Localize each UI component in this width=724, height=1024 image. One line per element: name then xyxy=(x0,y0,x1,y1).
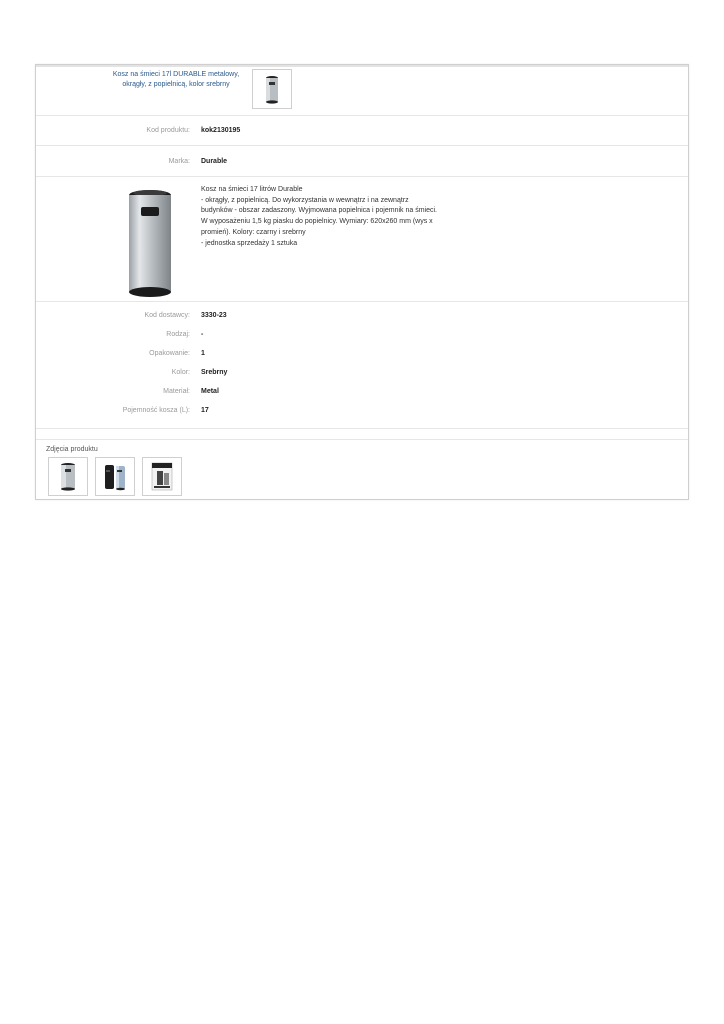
kolor-label: Kolor: xyxy=(171,369,190,376)
packaging-image xyxy=(143,458,181,495)
product-card xyxy=(35,64,689,500)
bin-image xyxy=(253,70,291,108)
separator xyxy=(36,428,688,429)
gallery-thumbnail-3[interactable] xyxy=(142,457,182,496)
marka-label: Marka: xyxy=(168,158,190,165)
gallery-thumbnail-1[interactable] xyxy=(48,457,88,496)
header-thumbnail[interactable] xyxy=(252,69,292,109)
bin-image xyxy=(120,183,180,301)
kod-produktu-value: kok2130195 xyxy=(201,127,241,134)
separator xyxy=(36,115,688,116)
bin-image xyxy=(49,458,87,495)
material-value: Metal xyxy=(201,388,219,395)
kolor-value: Srebrny xyxy=(201,369,228,376)
separator xyxy=(36,439,688,440)
product-main-image xyxy=(120,183,180,301)
separator xyxy=(36,176,688,177)
description-line: - jednostka sprzedaży 1 sztuka xyxy=(201,239,298,247)
product-title-line1[interactable]: Kosz na śmieci 17l DURABLE metalowy, xyxy=(112,71,240,78)
rodzaj-label: Rodzaj: xyxy=(166,331,190,338)
pojemnosc-label: Pojemność kosza (L): xyxy=(122,407,190,414)
kod-dostawcy-value: 3330-23 xyxy=(201,312,227,319)
description-line: W wyposażeniu 1,5 kg piasku do popielnicy. Wymiary: 620x260 mm (wys x xyxy=(201,218,433,226)
description-line: Kosz na śmieci 17 litrów Durable xyxy=(201,186,303,193)
kod-dostawcy-label: Kod dostawcy: xyxy=(144,312,190,319)
description-line: - okrągły, z popielnicą. Do wykorzystania w wewnątrz i na zewnątrz xyxy=(201,196,409,204)
product-description xyxy=(201,185,471,249)
separator xyxy=(36,145,688,146)
description-line: budynków - obszar zadaszony. Wyjmowana popielnica i pojemnik na śmieci. xyxy=(201,207,437,215)
material-label: Materiał: xyxy=(163,388,190,395)
rodzaj-value: - xyxy=(201,331,204,338)
gallery-thumbnail-2[interactable] xyxy=(95,457,135,496)
product-title-link[interactable] xyxy=(106,70,246,90)
marka-value: Durable xyxy=(201,158,228,165)
product-title-line2[interactable]: okrągły, z popielnicą, kolor srebrny xyxy=(122,81,230,88)
gallery-label: Zdjęcia produktu xyxy=(46,446,98,453)
product-header xyxy=(36,67,688,115)
kod-produktu-label: Kod produktu: xyxy=(146,127,190,134)
pojemnosc-value: 17 xyxy=(201,407,209,414)
opakowanie-value: 1 xyxy=(201,350,205,357)
description-line: promień). Kolory: czarny i srebrny xyxy=(201,228,306,236)
opakowanie-label: Opakowanie: xyxy=(149,350,190,357)
bins-image xyxy=(96,458,134,495)
separator xyxy=(36,301,688,302)
